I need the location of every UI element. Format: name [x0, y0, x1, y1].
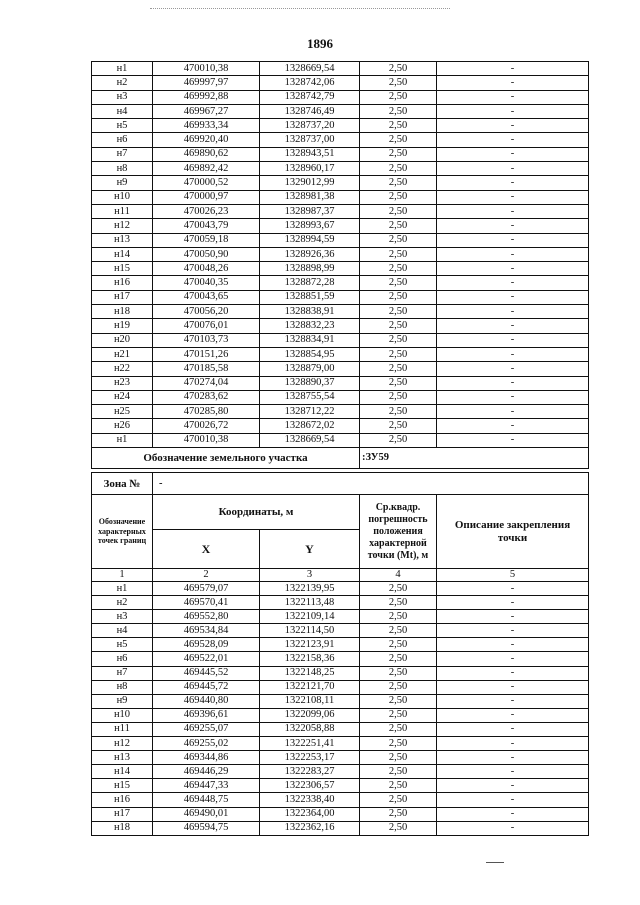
- x-coordinate: 469594,75: [153, 821, 260, 835]
- y-coordinate: 1328960,17: [260, 162, 360, 176]
- table-row: [92, 319, 589, 333]
- accuracy-value: 2,50: [360, 147, 437, 161]
- y-coordinate: 1322253,17: [260, 751, 360, 765]
- point-id: н12: [92, 737, 153, 751]
- table-row: [92, 190, 589, 204]
- x-coordinate: 470274,04: [153, 376, 260, 390]
- y-coordinate: 1328838,91: [260, 305, 360, 319]
- accuracy-value: 2,50: [360, 233, 437, 247]
- description-value: -: [437, 596, 589, 610]
- y-coordinate: 1322251,41: [260, 737, 360, 751]
- table-row: [92, 119, 589, 133]
- table-row: [92, 638, 589, 652]
- y-coordinate: 1328879,00: [260, 362, 360, 376]
- accuracy-header: Ср.квадр. погрешность положения характерной точки (Mt), м: [360, 495, 437, 569]
- table-row: [92, 133, 589, 147]
- y-coordinate: 1322058,88: [260, 722, 360, 736]
- description-value: -: [437, 638, 589, 652]
- x-coordinate: 469920,40: [153, 133, 260, 147]
- x-coordinate: 470056,20: [153, 305, 260, 319]
- point-id: н15: [92, 262, 153, 276]
- table-row: [92, 666, 589, 680]
- description-header: Описание закрепления точки: [437, 495, 589, 569]
- y-coordinate: 1328987,37: [260, 204, 360, 218]
- point-id: н11: [92, 722, 153, 736]
- description-value: -: [437, 147, 589, 161]
- description-value: -: [437, 722, 589, 736]
- point-id: н3: [92, 610, 153, 624]
- zone-coordinates-table: [91, 472, 589, 836]
- table-row: [92, 176, 589, 190]
- accuracy-value: 2,50: [360, 666, 437, 680]
- description-value: -: [437, 433, 589, 447]
- coordinates-header: Координаты, м: [153, 495, 360, 530]
- description-value: -: [437, 751, 589, 765]
- point-id: н1: [92, 582, 153, 596]
- x-coordinate: 469579,07: [153, 582, 260, 596]
- x-coordinate: 469445,72: [153, 680, 260, 694]
- x-coordinate: 470026,72: [153, 419, 260, 433]
- description-value: -: [437, 162, 589, 176]
- table-row: [92, 582, 589, 596]
- point-id: н6: [92, 652, 153, 666]
- plot-designation-label: Обозначение земельного участка: [92, 448, 360, 469]
- table-row: [92, 333, 589, 347]
- description-value: -: [437, 333, 589, 347]
- table-row: [92, 708, 589, 722]
- table-row: [92, 262, 589, 276]
- description-value: -: [437, 276, 589, 290]
- x-coordinate: 469344,86: [153, 751, 260, 765]
- bottom-mark: [486, 862, 504, 863]
- plot-designation-row: [92, 448, 589, 469]
- x-coordinate: 470010,38: [153, 433, 260, 447]
- y-coordinate: 1322362,16: [260, 821, 360, 835]
- point-id: н13: [92, 751, 153, 765]
- description-value: -: [437, 233, 589, 247]
- description-value: -: [437, 119, 589, 133]
- x-coordinate: 470151,26: [153, 347, 260, 361]
- table-row: [92, 347, 589, 361]
- y-coordinate: 1322123,91: [260, 638, 360, 652]
- point-id: н16: [92, 276, 153, 290]
- table-row: [92, 376, 589, 390]
- point-id: н7: [92, 666, 153, 680]
- x-coordinate: 470010,38: [153, 62, 260, 76]
- accuracy-value: 2,50: [360, 779, 437, 793]
- x-coordinate: 470048,26: [153, 262, 260, 276]
- x-coordinate: 469445,52: [153, 666, 260, 680]
- description-value: -: [437, 708, 589, 722]
- x-coordinate: 469933,34: [153, 119, 260, 133]
- description-value: -: [437, 582, 589, 596]
- description-value: -: [437, 219, 589, 233]
- table-row: [92, 610, 589, 624]
- y-coordinate: 1328742,79: [260, 90, 360, 104]
- table-row: [92, 765, 589, 779]
- accuracy-value: 2,50: [360, 390, 437, 404]
- table-row: [92, 779, 589, 793]
- y-coordinate: 1322108,11: [260, 694, 360, 708]
- table-row: [92, 433, 589, 447]
- description-value: -: [437, 90, 589, 104]
- y-coordinate: 1322364,00: [260, 807, 360, 821]
- x-coordinate: 470050,90: [153, 247, 260, 261]
- accuracy-value: 2,50: [360, 76, 437, 90]
- description-value: -: [437, 262, 589, 276]
- column-number: 3: [260, 569, 360, 582]
- y-coordinate: 1329012,99: [260, 176, 360, 190]
- y-coordinate: 1328851,59: [260, 290, 360, 304]
- description-value: -: [437, 821, 589, 835]
- accuracy-value: 2,50: [360, 582, 437, 596]
- table-row: [92, 737, 589, 751]
- zone-label: Зона №: [92, 473, 153, 495]
- x-coordinate: 470040,35: [153, 276, 260, 290]
- point-id: н13: [92, 233, 153, 247]
- y-coordinate: 1328854,95: [260, 347, 360, 361]
- point-id: н2: [92, 76, 153, 90]
- description-value: -: [437, 694, 589, 708]
- accuracy-value: 2,50: [360, 694, 437, 708]
- x-coordinate: 470285,80: [153, 405, 260, 419]
- accuracy-value: 2,50: [360, 204, 437, 218]
- description-value: -: [437, 624, 589, 638]
- point-id: н5: [92, 638, 153, 652]
- x-coordinate: 469890,62: [153, 147, 260, 161]
- y-coordinate: 1322306,57: [260, 779, 360, 793]
- y-coordinate: 1322114,50: [260, 624, 360, 638]
- table-row: [92, 62, 589, 76]
- description-value: -: [437, 419, 589, 433]
- point-id: н15: [92, 779, 153, 793]
- point-id: н14: [92, 247, 153, 261]
- accuracy-value: 2,50: [360, 793, 437, 807]
- table-row: [92, 362, 589, 376]
- y-coordinate: 1328926,36: [260, 247, 360, 261]
- table-row: [92, 204, 589, 218]
- x-coordinate: 469440,80: [153, 694, 260, 708]
- accuracy-value: 2,50: [360, 133, 437, 147]
- y-coordinate: 1328746,49: [260, 104, 360, 118]
- zone-row: [92, 473, 589, 495]
- accuracy-value: 2,50: [360, 333, 437, 347]
- accuracy-value: 2,50: [360, 290, 437, 304]
- accuracy-value: 2,50: [360, 737, 437, 751]
- y-coordinate: 1328712,22: [260, 405, 360, 419]
- x-coordinate: 469967,27: [153, 104, 260, 118]
- point-id: н11: [92, 204, 153, 218]
- accuracy-value: 2,50: [360, 708, 437, 722]
- table-row: [92, 722, 589, 736]
- table-row: [92, 807, 589, 821]
- zone-value: -: [153, 473, 589, 495]
- point-id: н18: [92, 821, 153, 835]
- description-value: -: [437, 666, 589, 680]
- y-coordinate: 1322139,95: [260, 582, 360, 596]
- accuracy-value: 2,50: [360, 276, 437, 290]
- table-row: [92, 233, 589, 247]
- y-coordinate: 1322158,36: [260, 652, 360, 666]
- y-coordinate: 1322121,70: [260, 680, 360, 694]
- x-coordinate: 469892,42: [153, 162, 260, 176]
- table-row: [92, 680, 589, 694]
- x-coordinate: 469552,80: [153, 610, 260, 624]
- description-value: -: [437, 376, 589, 390]
- description-value: -: [437, 390, 589, 404]
- accuracy-value: 2,50: [360, 305, 437, 319]
- description-value: -: [437, 779, 589, 793]
- y-coordinate: 1328994,59: [260, 233, 360, 247]
- point-id: н18: [92, 305, 153, 319]
- accuracy-value: 2,50: [360, 162, 437, 176]
- description-value: -: [437, 176, 589, 190]
- accuracy-value: 2,50: [360, 722, 437, 736]
- y-coordinate: 1328890,37: [260, 376, 360, 390]
- top-dotted-rule: [150, 8, 450, 9]
- point-id: н8: [92, 162, 153, 176]
- plot-designation-value: :ЗУ59: [360, 448, 589, 469]
- x-coordinate: 470000,52: [153, 176, 260, 190]
- description-value: -: [437, 133, 589, 147]
- table-row: [92, 419, 589, 433]
- description-value: -: [437, 319, 589, 333]
- accuracy-value: 2,50: [360, 652, 437, 666]
- accuracy-value: 2,50: [360, 405, 437, 419]
- x-coordinate: 470000,97: [153, 190, 260, 204]
- table-row: [92, 290, 589, 304]
- description-value: -: [437, 652, 589, 666]
- point-id: н9: [92, 694, 153, 708]
- x-coordinate: 470026,23: [153, 204, 260, 218]
- point-id: н9: [92, 176, 153, 190]
- accuracy-value: 2,50: [360, 821, 437, 835]
- accuracy-value: 2,50: [360, 62, 437, 76]
- point-id: н8: [92, 680, 153, 694]
- y-header: Y: [260, 530, 360, 569]
- table-row: [92, 624, 589, 638]
- description-value: -: [437, 610, 589, 624]
- description-value: -: [437, 190, 589, 204]
- accuracy-value: 2,50: [360, 219, 437, 233]
- x-coordinate: 469255,02: [153, 737, 260, 751]
- table-row: [92, 219, 589, 233]
- point-id: н1: [92, 433, 153, 447]
- point-designation-header: Обозначение характерных точек границ: [92, 495, 153, 569]
- accuracy-value: 2,50: [360, 262, 437, 276]
- x-coordinate: 469997,97: [153, 76, 260, 90]
- x-coordinate: 469570,41: [153, 596, 260, 610]
- accuracy-value: 2,50: [360, 119, 437, 133]
- x-coordinate: 470059,18: [153, 233, 260, 247]
- point-id: н12: [92, 219, 153, 233]
- column-number: 4: [360, 569, 437, 582]
- y-coordinate: 1328834,91: [260, 333, 360, 347]
- point-id: н17: [92, 290, 153, 304]
- column-number: 1: [92, 569, 153, 582]
- accuracy-value: 2,50: [360, 807, 437, 821]
- point-id: н1: [92, 62, 153, 76]
- x-coordinate: 469255,07: [153, 722, 260, 736]
- point-id: н6: [92, 133, 153, 147]
- accuracy-value: 2,50: [360, 610, 437, 624]
- x-coordinate: 469490,01: [153, 807, 260, 821]
- accuracy-value: 2,50: [360, 638, 437, 652]
- y-coordinate: 1328981,38: [260, 190, 360, 204]
- table-row: [92, 147, 589, 161]
- accuracy-value: 2,50: [360, 751, 437, 765]
- y-coordinate: 1328993,67: [260, 219, 360, 233]
- y-coordinate: 1322113,48: [260, 596, 360, 610]
- point-id: н25: [92, 405, 153, 419]
- point-id: н24: [92, 390, 153, 404]
- accuracy-value: 2,50: [360, 680, 437, 694]
- x-coordinate: 469992,88: [153, 90, 260, 104]
- description-value: -: [437, 680, 589, 694]
- point-id: н16: [92, 793, 153, 807]
- page-number: 1896: [307, 36, 333, 51]
- y-coordinate: 1328832,23: [260, 319, 360, 333]
- x-coordinate: 470103,73: [153, 333, 260, 347]
- accuracy-value: 2,50: [360, 176, 437, 190]
- x-coordinate: 469446,29: [153, 765, 260, 779]
- accuracy-value: 2,50: [360, 190, 437, 204]
- x-coordinate: 470076,01: [153, 319, 260, 333]
- x-coordinate: 470043,79: [153, 219, 260, 233]
- y-coordinate: 1322283,27: [260, 765, 360, 779]
- table-row: [92, 405, 589, 419]
- description-value: -: [437, 807, 589, 821]
- point-id: н22: [92, 362, 153, 376]
- y-coordinate: 1328672,02: [260, 419, 360, 433]
- description-value: -: [437, 765, 589, 779]
- table-row: [92, 104, 589, 118]
- table-row: [92, 751, 589, 765]
- column-number: 5: [437, 569, 589, 582]
- x-coordinate: 469396,61: [153, 708, 260, 722]
- description-value: -: [437, 62, 589, 76]
- table-row: [92, 90, 589, 104]
- table-row: [92, 596, 589, 610]
- y-coordinate: 1328755,54: [260, 390, 360, 404]
- y-coordinate: 1328943,51: [260, 147, 360, 161]
- point-id: н26: [92, 419, 153, 433]
- y-coordinate: 1322109,14: [260, 610, 360, 624]
- accuracy-value: 2,50: [360, 419, 437, 433]
- table-row: [92, 652, 589, 666]
- y-coordinate: 1322148,25: [260, 666, 360, 680]
- description-value: -: [437, 793, 589, 807]
- description-value: -: [437, 290, 589, 304]
- point-id: н5: [92, 119, 153, 133]
- point-id: н20: [92, 333, 153, 347]
- coordinates-table-body: [92, 62, 589, 448]
- table-row: [92, 76, 589, 90]
- description-value: -: [437, 76, 589, 90]
- point-id: н19: [92, 319, 153, 333]
- accuracy-value: 2,50: [360, 433, 437, 447]
- y-coordinate: 1328669,54: [260, 62, 360, 76]
- y-coordinate: 1328737,00: [260, 133, 360, 147]
- accuracy-value: 2,50: [360, 247, 437, 261]
- y-coordinate: 1328872,28: [260, 276, 360, 290]
- table-row: [92, 390, 589, 404]
- point-id: н14: [92, 765, 153, 779]
- table-row: [92, 162, 589, 176]
- y-coordinate: 1328898,99: [260, 262, 360, 276]
- description-value: -: [437, 104, 589, 118]
- x-coordinate: 469447,33: [153, 779, 260, 793]
- coordinates-table-continued: [91, 61, 589, 469]
- x-coordinate: 469528,09: [153, 638, 260, 652]
- accuracy-value: 2,50: [360, 362, 437, 376]
- y-coordinate: 1328669,54: [260, 433, 360, 447]
- point-id: н4: [92, 104, 153, 118]
- x-coordinate: 469448,75: [153, 793, 260, 807]
- column-number: 2: [153, 569, 260, 582]
- x-coordinate: 470043,65: [153, 290, 260, 304]
- description-value: -: [437, 247, 589, 261]
- y-coordinate: 1328742,06: [260, 76, 360, 90]
- description-value: -: [437, 204, 589, 218]
- x-coordinate: 469522,01: [153, 652, 260, 666]
- point-id: н23: [92, 376, 153, 390]
- point-id: н10: [92, 708, 153, 722]
- y-coordinate: 1328737,20: [260, 119, 360, 133]
- x-coordinate: 470283,62: [153, 390, 260, 404]
- header-row-1: [92, 495, 589, 530]
- point-id: н4: [92, 624, 153, 638]
- description-value: -: [437, 362, 589, 376]
- accuracy-value: 2,50: [360, 319, 437, 333]
- accuracy-value: 2,50: [360, 90, 437, 104]
- accuracy-value: 2,50: [360, 596, 437, 610]
- accuracy-value: 2,50: [360, 347, 437, 361]
- accuracy-value: 2,50: [360, 104, 437, 118]
- x-coordinate: 470185,58: [153, 362, 260, 376]
- x-header: X: [153, 530, 260, 569]
- x-coordinate: 469534,84: [153, 624, 260, 638]
- accuracy-value: 2,50: [360, 376, 437, 390]
- zone-table-body: [92, 582, 589, 836]
- y-coordinate: 1322338,40: [260, 793, 360, 807]
- point-id: н2: [92, 596, 153, 610]
- table-row: [92, 305, 589, 319]
- table-row: [92, 694, 589, 708]
- accuracy-value: 2,50: [360, 624, 437, 638]
- table-row: [92, 247, 589, 261]
- description-value: -: [437, 405, 589, 419]
- description-value: -: [437, 347, 589, 361]
- point-id: н21: [92, 347, 153, 361]
- y-coordinate: 1322099,06: [260, 708, 360, 722]
- table-row: [92, 821, 589, 835]
- point-id: н3: [92, 90, 153, 104]
- point-id: н7: [92, 147, 153, 161]
- column-numbers-row: [92, 569, 589, 582]
- point-id: н17: [92, 807, 153, 821]
- description-value: -: [437, 737, 589, 751]
- table-row: [92, 276, 589, 290]
- point-id: н10: [92, 190, 153, 204]
- accuracy-value: 2,50: [360, 765, 437, 779]
- description-value: -: [437, 305, 589, 319]
- table-row: [92, 793, 589, 807]
